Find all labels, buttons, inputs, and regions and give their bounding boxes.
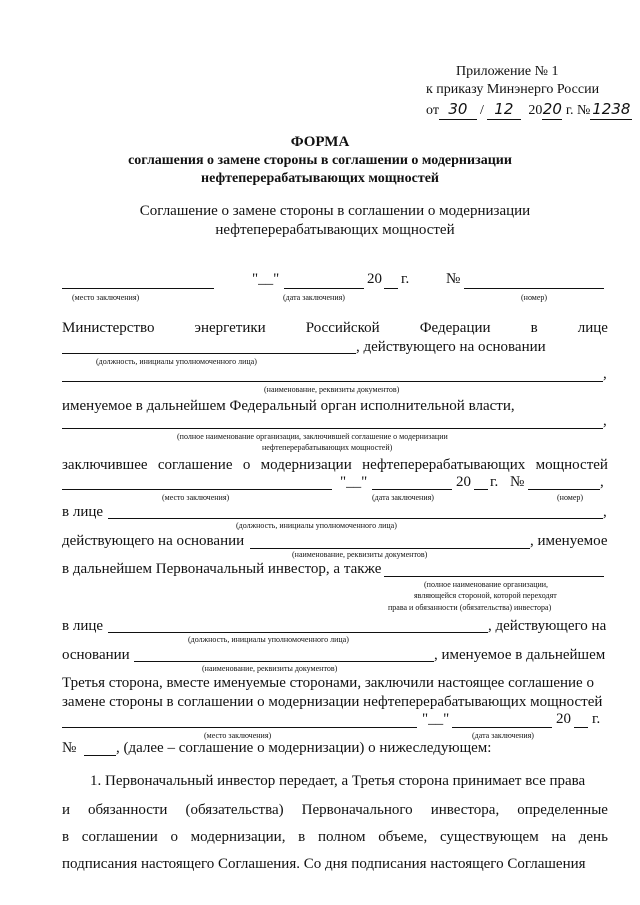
word: (обязательства) (185, 802, 284, 818)
caption-docs-3: (наименование, реквизиты документов) (202, 664, 338, 673)
named-further-label: , именуемое в дальнейшем (434, 647, 606, 663)
caption-number-2: (номер) (557, 493, 584, 502)
caption-org-2b: являющейся стороной, которой переходят (414, 591, 557, 600)
place-blank-3 (62, 727, 417, 728)
word: соглашении (81, 829, 158, 845)
number-sign-3: № (62, 740, 77, 756)
body-line-13: Третья сторона, вместе именуемые сторонами, заключили настоящее соглашение о (62, 675, 594, 691)
order-year: 20 (542, 100, 562, 118)
date-blank (284, 288, 364, 289)
caption-date-2: (дата заключения) (372, 493, 434, 502)
caption-org-1b: нефтеперерабатывающих мощностей) (262, 443, 393, 452)
year-prefix: 20 (528, 103, 543, 118)
date-blank-2 (372, 489, 452, 490)
word: объеме, (378, 829, 428, 845)
word: Российской (305, 320, 380, 336)
date-quote-2: "__" (340, 474, 368, 490)
comma: , (603, 366, 607, 382)
word: модернизации, (190, 829, 286, 845)
year-blank-2 (474, 489, 488, 490)
word: заключившее (62, 457, 148, 473)
order-date-line (426, 100, 632, 120)
order-month: 12 (494, 100, 514, 118)
in-person-label-2: в лице (62, 618, 104, 634)
place-blank (62, 288, 214, 289)
named-label: , именуемое (530, 533, 608, 549)
number-blank-2 (528, 489, 600, 490)
comma: , (603, 413, 607, 429)
word: существующем (439, 829, 539, 845)
g-label-3: г. (592, 711, 601, 727)
caption-org-1a: (полное наименование организации, заключившей соглашение о модернизации (177, 432, 448, 441)
year-blank-3 (574, 727, 588, 728)
caption-place: (место заключения) (72, 293, 140, 302)
year-blank (384, 288, 398, 289)
number-sign: № (446, 271, 461, 287)
acting-basis-2: действующего на основании (62, 533, 245, 549)
caption-place-2: (место заключения) (162, 493, 230, 502)
caption-org-2c: права и обязанности (обязательства) инвестора) (388, 603, 552, 612)
caption-date: (дата заключения) (283, 293, 345, 302)
date-quote-3: "__" (422, 711, 450, 727)
word: модернизации (260, 457, 352, 473)
caption-place-3: (место заключения) (204, 731, 272, 740)
acting-basis-text: , действующего на основании (356, 339, 546, 355)
word: мощностей (535, 457, 608, 473)
word: на (551, 829, 567, 845)
caption-date-3: (дата заключения) (472, 731, 534, 740)
word: полном (317, 829, 366, 845)
clause-1-line-3 (62, 829, 608, 846)
number-blank-3 (84, 755, 116, 756)
caption-docs-2: (наименование, реквизиты документов) (292, 550, 428, 559)
position-blank-3 (108, 632, 488, 633)
basis-label: основании (62, 647, 130, 663)
org-blank-1 (62, 428, 603, 429)
number-sign-2: № (510, 474, 525, 490)
comma: , (600, 474, 604, 490)
in-person-label: в лице (62, 504, 104, 520)
place-blank-2 (62, 489, 332, 490)
form-title-line2: нефтеперерабатывающих мощностей (201, 171, 439, 186)
body-line-14: замене стороны в соглашении о модернизации нефтеперерабатывающих мощностей (62, 694, 603, 710)
caption-docs-1: (наименование, реквизиты документов) (264, 385, 400, 394)
caption-number: (номер) (521, 293, 548, 302)
documents-blank-2 (250, 548, 530, 549)
body-line-16: , (далее – соглашение о модернизации) о нижеследующем: (116, 740, 492, 756)
form-heading: ФОРМА (290, 134, 350, 150)
documents-blank-3 (134, 661, 434, 662)
word: и (62, 802, 71, 818)
word: обязанности (88, 802, 168, 818)
position-blank-1 (62, 353, 356, 354)
word: соглашение (157, 457, 233, 473)
caption-position-1: (должность, инициалы уполномоченного лица) (96, 357, 257, 366)
word: нефтеперерабатывающих (362, 457, 526, 473)
word: в (62, 829, 70, 845)
number-blank (464, 288, 604, 289)
ot-label: от (426, 103, 439, 118)
caption-position-3: (должность, инициалы уполномоченного лица) (188, 635, 349, 644)
body-line-4: именуемое в дальнейшем Федеральный орган исполнительной власти, (62, 398, 515, 414)
order-number: 1238 (592, 100, 631, 118)
year-label-3: 20 (556, 711, 571, 727)
date-blank-3 (452, 727, 552, 728)
body-line-10: в дальнейшем Первоначальный инвестор, а также (62, 561, 382, 577)
clause-1-line-1: 1. Первоначальный инвестор передает, а Третья сторона принимает все права (90, 773, 586, 789)
agreement-title-line2: нефтеперерабатывающих мощностей (215, 222, 455, 238)
position-blank-2 (108, 518, 603, 519)
comma: , (603, 504, 607, 520)
word: о (242, 457, 251, 473)
order-number-label: г. № (565, 103, 591, 118)
word: Министерство (62, 320, 155, 336)
word: день (578, 829, 608, 845)
word: в (298, 829, 306, 845)
word: Первоначального (301, 802, 413, 818)
word: лице (577, 320, 608, 336)
date-quote: "__" (252, 271, 280, 287)
order-day: 30 (448, 100, 468, 118)
word: в (530, 320, 538, 336)
year-label-2: 20 (456, 474, 471, 490)
order-reference: к приказу Минэнерго России (426, 82, 600, 97)
body-line-6 (62, 457, 608, 474)
g-label-2: г. (490, 474, 499, 490)
clause-1-line-2 (62, 802, 608, 819)
word: энергетики (194, 320, 266, 336)
word: определенные (517, 802, 608, 818)
body-line-1 (62, 320, 608, 337)
word: Федерации (419, 320, 491, 336)
g-label: г. (401, 271, 410, 287)
caption-org-2a: (полное наименование организации, (424, 580, 549, 589)
documents-blank-1 (62, 381, 603, 382)
form-title-line1: соглашения о замене стороны в соглашении о модернизации (128, 153, 512, 168)
agreement-title-line1: Соглашение о замене стороны в соглашении о модернизации (139, 203, 531, 219)
acting-on-label: , действующего на (488, 618, 607, 634)
caption-position-2: (должность, инициалы уполномоченного лица) (236, 521, 397, 530)
year-label: 20 (367, 271, 382, 287)
word: о (170, 829, 178, 845)
slash: / (479, 103, 484, 118)
clause-1-line-4: подписания настоящего Соглашения. Со дня подписания настоящего Соглашения (62, 856, 586, 872)
appendix-label: Приложение № 1 (456, 64, 559, 79)
word: инвестора, (430, 802, 500, 818)
org-blank-2 (384, 576, 604, 577)
